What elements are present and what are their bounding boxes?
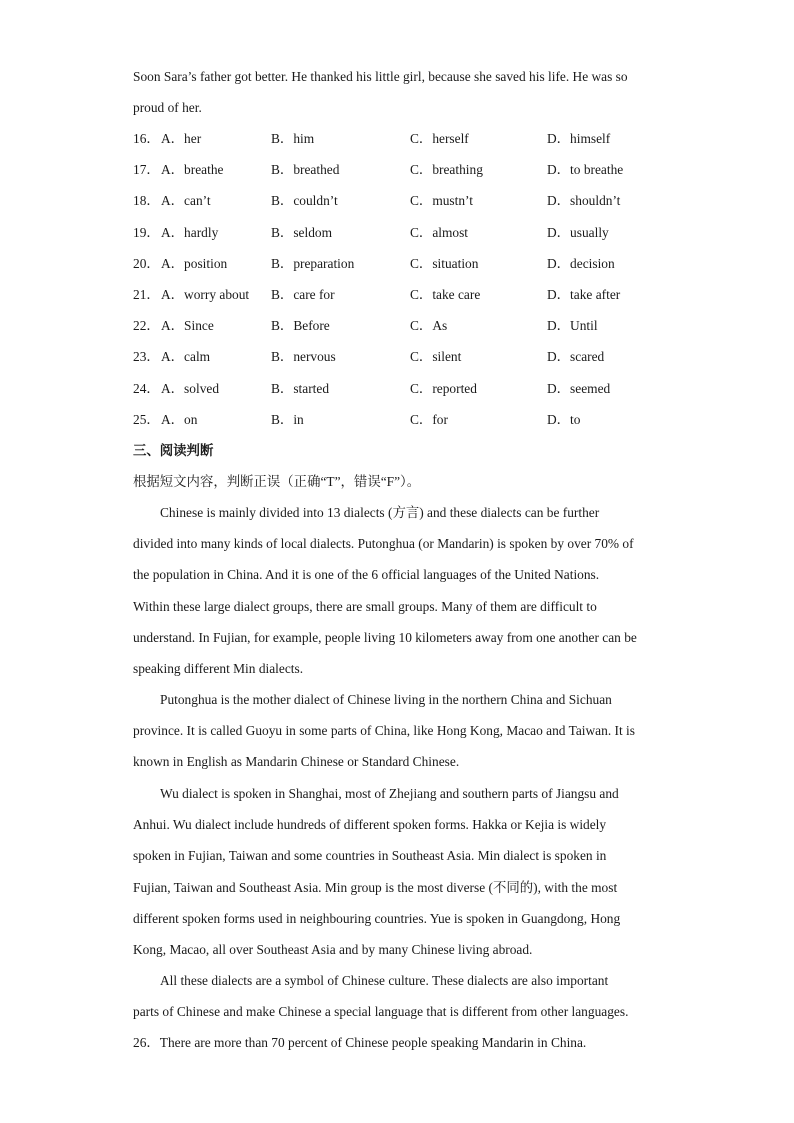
option-c: C．for bbox=[410, 412, 448, 427]
question-19 bbox=[133, 224, 693, 242]
passage-line: province. It is called Guoyu in some parts of China, like Hong Kong, Macao and Taiwan. It is bbox=[133, 723, 635, 739]
option-c: C．situation bbox=[410, 256, 479, 271]
option-a: A．solved bbox=[161, 381, 220, 396]
option-c: C．take care bbox=[410, 287, 481, 302]
option-c: C．herself bbox=[410, 131, 469, 146]
option-b: B．preparation bbox=[271, 256, 355, 271]
passage-line: spoken in Fujian, Taiwan and some countries in Southeast Asia. Min dialect is spoken in bbox=[133, 848, 607, 864]
passage-paragraph-1 bbox=[133, 504, 663, 691]
question-number: 23． bbox=[133, 349, 160, 364]
option-d: D．scared bbox=[547, 349, 605, 364]
passage-line: Wu dialect is spoken in Shanghai, most of Zhejiang and southern parts of Jiangsu and bbox=[160, 786, 619, 801]
question-18 bbox=[133, 192, 693, 210]
option-d: D．decision bbox=[547, 256, 615, 271]
passage-line: the population in China. And it is one of the 6 official languages of the United Nations. bbox=[133, 567, 600, 583]
intro-line-1: Soon Sara’s father got better. He thanked his little girl, because she saved his life. He was so bbox=[133, 69, 628, 84]
option-b: B．him bbox=[271, 131, 315, 146]
passage-line: Fujian, Taiwan and Southeast Asia. Min group is the most diverse (不同的), with the most bbox=[133, 879, 618, 895]
question-24 bbox=[133, 380, 693, 398]
option-c: C．breathing bbox=[410, 162, 483, 177]
question-number: 17． bbox=[133, 162, 160, 177]
question-25 bbox=[133, 411, 693, 429]
question-21 bbox=[133, 286, 693, 304]
option-a: A．worry about bbox=[161, 287, 250, 302]
option-d: D．shouldn’t bbox=[547, 193, 621, 208]
question-number: 19． bbox=[133, 225, 160, 240]
question-number: 24． bbox=[133, 381, 160, 396]
option-d: D．to bbox=[547, 412, 581, 427]
passage-line: known in English as Mandarin Chinese or Standard Chinese. bbox=[133, 754, 460, 770]
passage-paragraph-2 bbox=[133, 691, 663, 785]
option-c: C．As bbox=[410, 318, 448, 333]
option-b: B．nervous bbox=[271, 349, 336, 364]
passage-line: speaking different Min dialects. bbox=[133, 660, 304, 676]
option-a: A．hardly bbox=[161, 225, 219, 240]
option-b: B．care for bbox=[271, 287, 335, 302]
section-instruction: 根据短文内容，判断正误（正确“T”，错误“F”）。 bbox=[133, 474, 421, 489]
option-b: B．in bbox=[271, 412, 304, 427]
question-23 bbox=[133, 348, 693, 366]
option-a: A．calm bbox=[161, 349, 211, 364]
question-17 bbox=[133, 161, 693, 179]
passage-line: divided into many kinds of local dialects. Putonghua (or Mandarin) is spoken by over 70% of bbox=[133, 536, 634, 552]
passage-line: different spoken forms used in neighbouring countries. Yue is spoken in Guangdong, Hong bbox=[133, 910, 621, 926]
section-title: 三、阅读判断 bbox=[133, 443, 214, 458]
passage-line: All these dialects are a symbol of Chinese culture. These dialects are also important bbox=[160, 973, 609, 988]
passage-line: Putonghua is the mother dialect of Chinese living in the northern China and Sichuan bbox=[160, 692, 612, 707]
option-a: A．Since bbox=[161, 318, 214, 333]
passage-paragraph-3 bbox=[133, 785, 663, 972]
option-a: A．on bbox=[161, 412, 198, 427]
question-number: 25． bbox=[133, 412, 160, 427]
option-c: C．mustn’t bbox=[410, 193, 473, 208]
question-number: 16． bbox=[133, 131, 160, 146]
question-26: 26．There are more than 70 percent of Chinese people speaking Mandarin in China. bbox=[133, 1035, 587, 1050]
option-d: D．seemed bbox=[547, 381, 611, 396]
question-number: 20． bbox=[133, 256, 160, 271]
passage-line: Anhui. Wu dialect include hundreds of different spoken forms. Hakka or Kejia is widely bbox=[133, 817, 607, 833]
option-c: C．almost bbox=[410, 225, 469, 240]
question-number: 22． bbox=[133, 318, 160, 333]
passage-line: understand. In Fujian, for example, people living 10 kilometers away from one another can be bbox=[133, 629, 637, 645]
option-b: B．seldom bbox=[271, 225, 333, 240]
passage-line: Within these large dialect groups, there are small groups. Many of them are difficult to bbox=[133, 598, 597, 614]
option-d: D．take after bbox=[547, 287, 621, 302]
option-c: C．reported bbox=[410, 381, 477, 396]
option-a: A．can’t bbox=[161, 193, 211, 208]
option-b: B．couldn’t bbox=[271, 193, 338, 208]
question-16 bbox=[133, 130, 693, 148]
option-c: C．silent bbox=[410, 349, 462, 364]
option-d: D．usually bbox=[547, 225, 609, 240]
option-a: A．position bbox=[161, 256, 228, 271]
question-22 bbox=[133, 317, 693, 335]
intro-line-2: proud of her. bbox=[133, 100, 202, 115]
passage-line: Kong, Macao, all over Southeast Asia and by many Chinese living abroad. bbox=[133, 941, 533, 957]
option-d: D．Until bbox=[547, 318, 598, 333]
option-b: B．Before bbox=[271, 318, 330, 333]
passage-line: Chinese is mainly divided into 13 dialects (方言) and these dialects can be further bbox=[160, 505, 600, 520]
passage-line: parts of Chinese and make Chinese a special language that is different from other languages. bbox=[133, 1004, 629, 1020]
passage-paragraph-4 bbox=[133, 972, 663, 1034]
option-b: B．breathed bbox=[271, 162, 340, 177]
option-b: B．started bbox=[271, 381, 330, 396]
option-d: D．to breathe bbox=[547, 162, 624, 177]
option-a: A．her bbox=[161, 131, 202, 146]
option-a: A．breathe bbox=[161, 162, 224, 177]
option-d: D．himself bbox=[547, 131, 611, 146]
question-number: 18． bbox=[133, 193, 160, 208]
question-20 bbox=[133, 255, 693, 273]
question-number: 21． bbox=[133, 287, 160, 302]
